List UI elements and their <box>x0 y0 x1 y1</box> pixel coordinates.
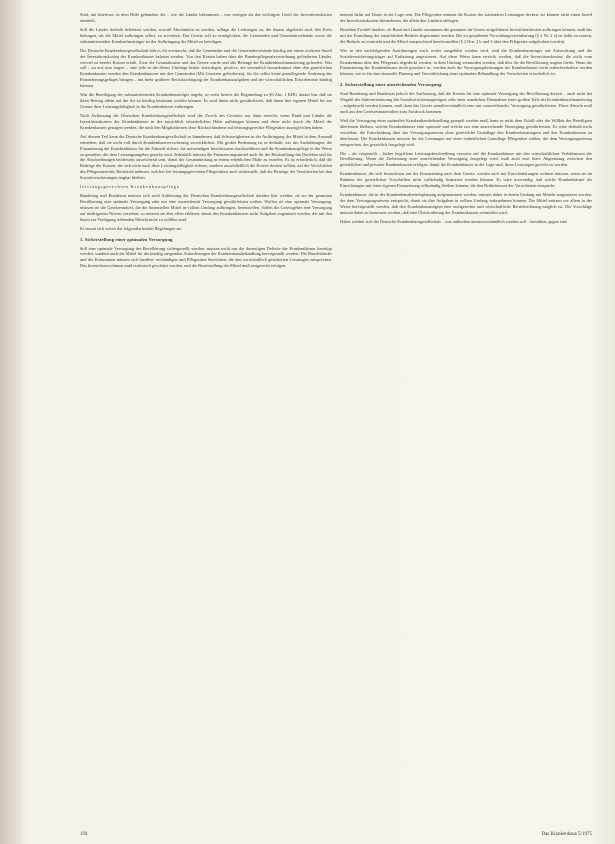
paragraph: Auf diesem Teil kann die Deutsche Krankenhausgesellschaft es hinnehmen, daß Schwierigkeiten in der Aufbringung der Mittel in dem Ausmaß entstehen, daß sie nicht voll durch Krankenhausversicherung verwirklichen. Mit großer Bedeutung ist es deshalb, wie der Ausbildungen, die Finanzierung der Krankenhäuser für die Zukunft sichert, die notwendigen Investitionen durchzuführen und die Krankenhauspflege in der Weise zu gestalten, die dem Leistungsangebot gerecht wird. Jedenfalls müssen die Finanzierungsmittel auch für die Rückzahlung der Darlehen und für die Abschreibungen beiderseits ausreichend sein, damit der Gesamtumfang in einem erheblichen Maße zu erzielen. Es ist erforderlich, daß die Beiträge der Kassen, die sich nicht nach ihrer Leistungsfähigkeit richten, sondern ausschließlich die Kosten decken sollten, auf die Vorschriften des Pflegesatzrechts Rücksicht nehmen, welches bei leistungsgerechten Pflegesätzen auch sicherstellt, daß die Beiträge der Versicherten bei den Sozialversicherungen tragbar bleiben. <box>80 133 332 181</box>
journal-title: Das Krankenhaus 5/1975 <box>541 832 592 837</box>
page-number: 194 <box>80 832 88 837</box>
paragraph: Was die Beteiligung der substantiierenden Krankenhausträger angeht, so weist bereits die Begründung zu §6 Abs. 1 KHG darauf hin, daß sie ihren Beitrag allein auf die Art zu künftig bestimmt werden können. Es wird ihnen nicht gewährleistet, daß ihnen ihre eigenen Mittel bis zur Grenze ihrer Leistungsfähigkeit in die Krankenhäuser einbringen. <box>80 92 332 109</box>
paragraph: Weil die Versorgung einer optimalen Krankenhausbehandlung geregelt werden muß, kann es nicht dem Zufall oder der Willkür der Beteiligten überlassen bleiben, welche Krankenhäuser eine optimale und welche nur eine ausreichende Versorgung gewährleisten. Es wäre deshalb nicht vertretbar, die Entscheidung über das Versorgungsniveau ohne gesetzliche Grundlage den Krankenhausträgern und den Krankenkassen zu überlassen. Die Krankenkassen müssen für die Leistungen auf einer einheitlichen Grundlage Pflegesätze zahlen, die dem Versorgungsniveau entsprechen, das gesetzlich festgelegt wird. <box>340 117 592 147</box>
section-heading: 1. Sicherstellung einer optimalen Versorgung <box>80 236 173 242</box>
page-gutter-shadow <box>0 0 22 844</box>
paragraph: Soll eine optimale Versorgung der Bevölkerung sichergestellt werden, müssen nicht nur die derzeitigen Defizite der Krankenhäuser beseitigt werden, sondern auch die Mittel für die künftig steigenden Anforderungen der Krankenhausbehandlung bereitgestellt werden. Die Bundesländer und die Kommunen müssen sich hierüber verständigen und Pflegesätze berechnen, die den wirtschaftlich gesicherten Leistungen entsprechen. Das Investitionsvolumen muß realistisch geschätzt werden, und die Bereitstellung der Mittel muß zeitgerecht erfolgen. <box>80 245 332 269</box>
paragraph: Krankenhäuser, die sich herauslösen aus der Finanzierung nach dem Gesetz, werden auch mit Einschränkungen rechnen müssen, wenn sie im Rahmen der gesetzlichen Vorschriften nicht vollständig finanziert werden können. Es wäre notwendig, daß solche Krankenhäuser als Einrichtungen mit einer eigenen Finanzierung selbständig bleiben können, die den Bedürfnissen der Versicherten entspricht. <box>340 171 592 189</box>
paragraph: Sind Bundestag und Bundesrat jedoch der Auffassung, daß die Kosten für eine optimale Versorgung der Bevölkerung derzeit – auch nicht bei Wegfall der Subventionierung des Sozialversicherungsträgers oder einer staatlichen Übernahme eines großen Teils der Krankenhausfinanzierung – aufgebracht werden können, muß dann das Gesetz unmißverständlich eine nur »ausreichende« Versorgung gewährleisten. Diese Absicht muß auch aus den Gesetzesmaterialien zum Ausdruck kommen. <box>340 91 592 114</box>
paragraph: Es lassen sich weiter die folgenden beiden Regelungen an: <box>80 225 182 231</box>
paragraph: Krankenhäuser, die in der Krankenhausbedarfsplanung aufgenommen werden, müssen daher in einem Umfang mit Mitteln ausgestattet werden, der dem Versorgungsniveau entspricht, damit sie ihre Aufgaben in vollem Umfang wahrnehmen können. Die Mittel müssen vor allem in der Weise bereitgestellt werden, daß den Krankenhausträgern eine sachgerechte und wirtschaftliche Betriebsführung möglich ist. Die Vorschläge müssen dabei so bemessen werden, daß eine Überforderung der Krankenkassen vermieden wird. <box>340 192 592 215</box>
paragraph: Bestehen Zweifel darüber, ob Bund und Länder zusammen die gesamten im Gesetz aufgeführten Investitionskosten aufbringen können, muß das mit der Ermittlung der tatsächlichen Bedarfe abgestimmt werden. Die zu gestaltende Verwaltungsvereinbarung (§ 2 Nr. 2 a) ist dafür zu nutzen, die Bedarfe zu ermitteln und die Mittel entsprechend bereitzustellen (§ 2 Nrn. 2 b und 3 über den Pflegesatz aufgehoben werden). <box>340 26 592 44</box>
paragraph: Soll die Länder deshalb beliebtest werden, sowohl Abschnitten zu werden, selbige die Leistungen zu, die daraus abgeleitet sind, den Kreis beitragen, als die Mittel aufbringen selbst, zu erweitern. Das Gesetz soll zu ermöglichen, die Gemeinden und Gemeindeverbände sowie die substantiierenden Krankenhausträger an der Aufbringung der Mittel zu beteiligen. <box>80 26 332 44</box>
paragraph: Bundestag und Bundesrat müssen sich nach Auffassung der Deutschen Krankenhausgesellschaft darüber klar werden, ob sie der gesamten Bevölkerung eine optimale Versorgung oder nur eine ausreichende Versorgung gewährleisten wollen. Wollen sie eine optimale Versorgung, müssen sie die Gesetzesmittel, die die finanziellen Mittel in vollem Umfang aufbringen, bereitstellen. Sollen die Gesetzgeber eine Versorgung auf niedrigerem Niveau vorsehen, so müssen sie dies offen erklären, damit den Krankenhäusern nicht Aufgaben zugemutet werden, die mit den ihnen zur Verfügung stehenden Mitteln nicht zu erfüllen sind. <box>80 193 332 222</box>
page-footer <box>80 832 592 837</box>
left-column <box>80 12 332 804</box>
paragraph: Die Deutsche Krankenhausgesellschaft hält es für erwünscht, daß die Gemeinden und die Gemeindeverbände künftig mit einem sicheren Anteil der Investitionskosten der Krankenhäuser belastet werden. Von den Kosten haben über die Bundespflegesatzverordnung geförderten Länder, wieviel zu bereits Kosten erfaßt, Zwar die Gesamtkosten und das Gesetz wurde und alle Belange der Krankenhausfinanzierung gefordert. Was soll – zu erst nun fragen – eine jede in die dieses Umfangs bisher festzulegen, positive, die wesentlich herauskommt ohne den gesetzlichen Krankenkassen werden den Krankenhäusern mit den Gemeinden (Mit Gesetzen geförderten), für die selbst keine grundlegende Änderung des Finanzierungsgefüges bringen – mit mehr größerer Berücksichtigung der Krankenhausaufgaben und der wirtschaftlichen Erfordernisse künftig können. <box>80 47 332 89</box>
paragraph: müssen dafür auf Dauer in der Lage sein. Die Pflegesätze müssen die Kosten der stationären Leistungen decken; sie können nicht einen Anteil der Investitionskosten übernehmen, die allein den Ländern obliegen. <box>340 12 592 23</box>
paragraph: Nach Auffassung der Deutschen Krankenhausgesellschaft wird der Zweck des Gesetzes nur dann erreicht, wenn Bund und Länder die Investitionskosten der Krankenhäuser in der tatsächlich erforderlichen Höhe aufbringen können und diese nicht durch die Mittel der Krankenkassen getragen werden, die nach den Möglichkeiten ohne Rücksichtnahme auf leistungsgerechte Pflegesätze auszugleichen haben. <box>80 112 332 130</box>
spaced-phrase: leistungsgerechten Krankenhauspflege <box>80 184 180 190</box>
paragraph: Die – als vorgestellt – bisher begriffene Leistungsbeschreibung verweist auf die Krankenhäuser mit den wirtschaftlichen Verhältnissen der Bevölkerung. Wenn die Zielsetzung einer ausreichenden Versorgung festgelegt wird, muß auch eine klare Abgrenzung zwischen den gesetzlichen und privaten Krankenkassen erfolgen, damit die Krankenhäuser in der Lage sind, ihren Leistungen gerecht zu werden. <box>340 150 592 168</box>
right-column <box>340 12 592 804</box>
paragraph: Daher werden sich die Deutsche Krankenhausgesellschaft – was außerdem unmissverständlich werden soll – bemühen, gegen eine <box>340 218 568 224</box>
paragraph: Wie in den nachfolgenden Ausführungen noch weiter ausgeführt werden wird, sind die Krankenhausträger auf Aufstockung und die Sozialversicherungsträger auf Entlastung angewiesen. Auf diese Weise kann erreicht werden, daß die Investitionskosten, die nicht vom Krankenhaus über den Pflegesatz abgedeckt werden, in dem Umfang vermindert werden, daß dies für die Bevölkerung tragbar bleibt. Wenn die Finanzierung der Krankenhäuser nicht gesichert ist, werden auch die Versorgungsleistungen der Krankenhäuser nicht aufrechterhalten werden können, wie es für eine sinnvolle Planung und Verwirklichung einer optimalen Behandlung der Versicherten erforderlich ist. <box>340 47 592 77</box>
paragraph: Sind, mit Interesse; in dem Hilfe gebunden, die – wie die Länder bekommen – von wenigen als das wichtigste Urteil der Investitionskosten ermittelt. <box>80 12 332 23</box>
section-heading: 2. Sicherstellung einer ausreichenden Versorgung <box>340 82 442 88</box>
